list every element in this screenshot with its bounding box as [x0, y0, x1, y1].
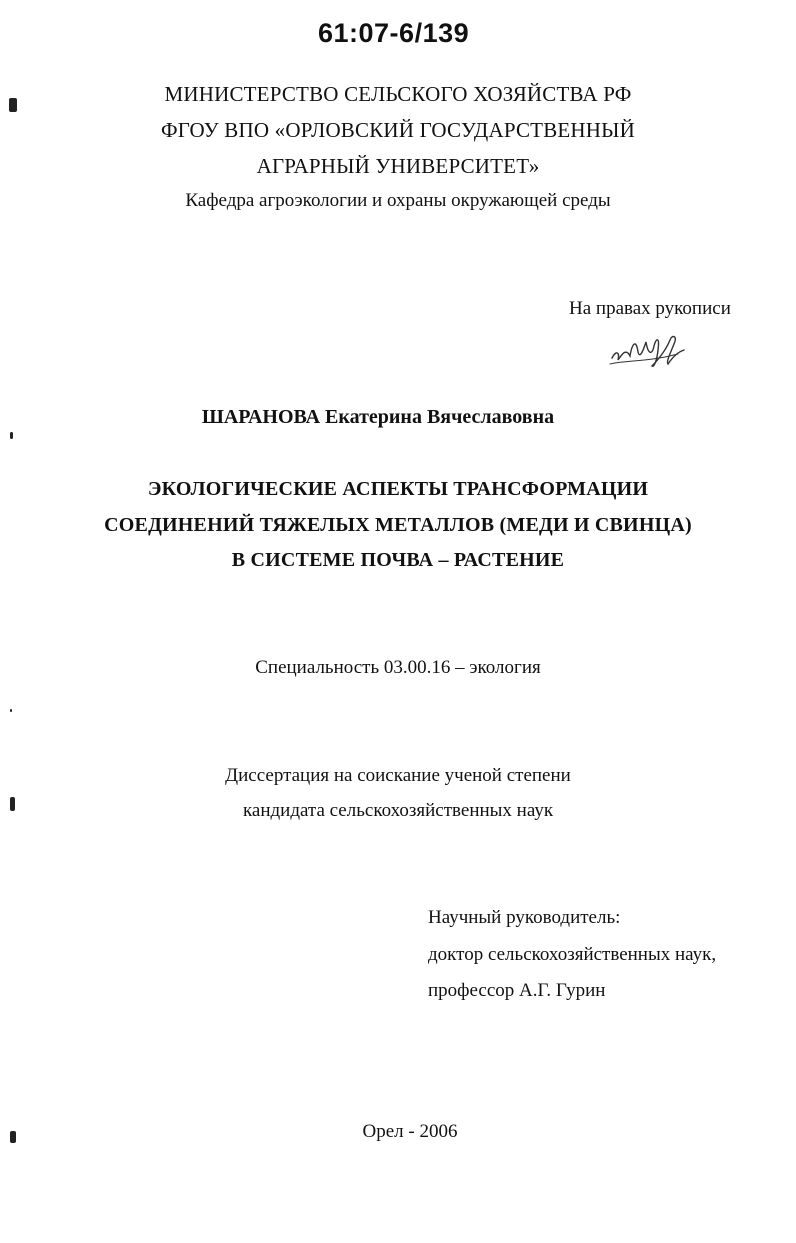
- dissertation-title-line2: СОЕДИНЕНИЙ ТЯЖЕЛЫХ МЕТАЛЛОВ (МЕДИ И СВИНЦА): [104, 514, 692, 536]
- supervisor-degree: доктор сельскохозяйственных наук,: [428, 944, 717, 965]
- catalog-number: 61:07-6/139: [318, 18, 470, 48]
- degree-line2: кандидата сельскохозяйственных наук: [242, 800, 554, 821]
- dissertation-title-line1: ЭКОЛОГИЧЕСКИЕ АСПЕКТЫ ТРАНСФОРМАЦИИ: [147, 478, 649, 500]
- city-year: Орел - 2006: [362, 1121, 458, 1142]
- author-signature: [608, 330, 688, 370]
- manuscript-rights-label: На правах рукописи: [569, 298, 731, 319]
- university-name-line1: ФГОУ ВПО «ОРЛОВСКИЙ ГОСУДАРСТВЕННЫЙ: [160, 118, 636, 142]
- ministry-name: МИНИСТЕРСТВО СЕЛЬСКОГО ХОЗЯЙСТВА РФ: [164, 82, 632, 106]
- degree-line1: Диссертация на соискание ученой степени: [225, 765, 571, 786]
- scan-mark-2: [10, 432, 13, 439]
- university-name-line2: АГРАРНЫЙ УНИВЕРСИТЕТ»: [256, 154, 540, 178]
- specialty: Специальность 03.00.16 – экология: [255, 657, 541, 678]
- scan-mark-3: [10, 709, 12, 712]
- supervisor-name: профессор А.Г. Гурин: [428, 980, 606, 1001]
- department-name: Кафедра агроэкологии и охраны окружающей среды: [185, 190, 611, 211]
- author-name: ШАРАНОВА Екатерина Вячеславовна: [201, 406, 555, 428]
- supervisor-label: Научный руководитель:: [428, 907, 621, 928]
- dissertation-title-line3: В СИСТЕМЕ ПОЧВА – РАСТЕНИЕ: [231, 549, 565, 571]
